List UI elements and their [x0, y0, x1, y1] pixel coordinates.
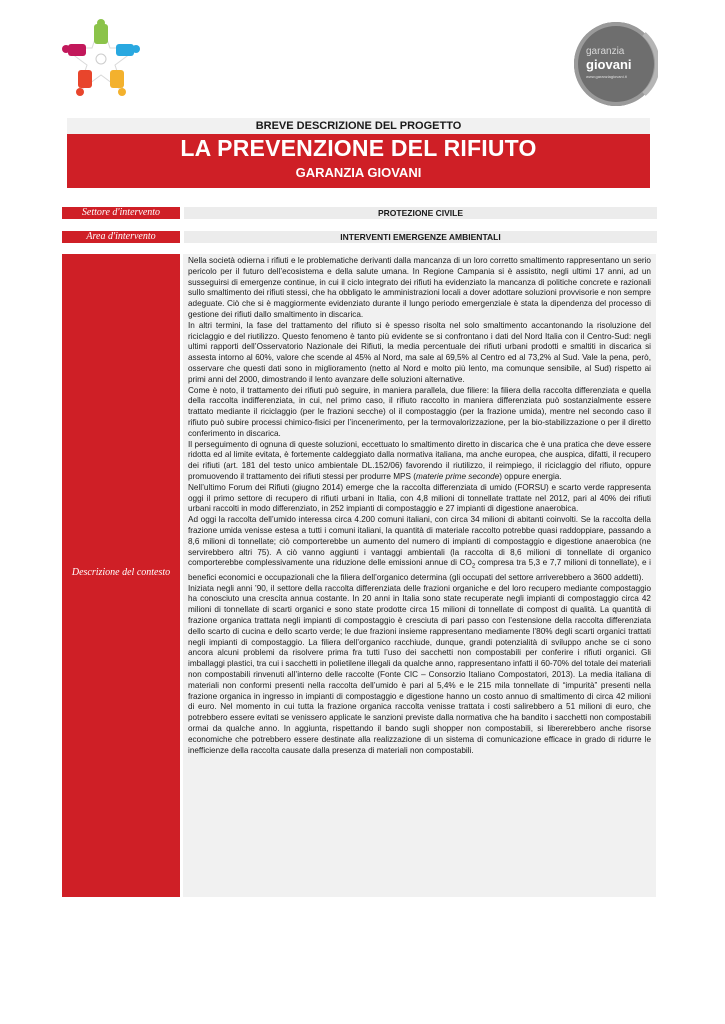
paragraph-2: In altri termini, la fase del trattamento del rifiuto si è spesso risolta nel solo smaltimento accantonando la risoluzione del riciclaggio e del riutilizzo. Questo fenomeno è tanto più evidente se si confrontano i dati del Nord Italia con il Centro-Sud: negli ultimi rapporti dell’Osservatorio Nazionale dei Rifiuti, la media percentuale dei rifiuti urbani prodotti e smaltiti in discarica si assesta intorno al 60%, valore che scende al 45% al Nord, ma sale al 69,5% al Centro ed al 73,2% al Sud. Vale la pena, però, osservare che questi dati sono in miglioramento (netto al Nord e molto più lento, ma comunque sensibile, al Sud) rispetto ai primi anni del 2000, dimostrando il lento avanzare delle soluzioni alternative. — [188, 320, 651, 384]
area-value: INTERVENTI EMERGENZE AMBIENTALI — [184, 231, 657, 243]
garanzia-giovani-star-logo — [60, 18, 142, 100]
sector-label: Settore d'intervento — [62, 207, 180, 219]
paragraph-5: Nell’ultimo Forum dei Rifiuti (giugno 2014) emerge che la raccolta differenziata di umido (FORSU) e scarto verde rappresenta oggi il primo settore di recupero di rifiuti urbani in Italia, con 4,8 milioni di tonnellate trattate nel 2012, pari al 40% dei rifiuti urbani raccolti in modo differenziato, in 252 impianti di compostaggio e 27 impianti di digestione anaerobica. — [188, 482, 651, 514]
paragraph-1: Nella società odierna i rifiuti e le problematiche derivanti dalla mancanza di un loro corretto smaltimento rappresentano un serio pericolo per il futuro dell’ecosistema e della salute umana. In Regione Campania si è assistito, negli ultimi 17 anni, ad un susseguirsi di emergenze continue, in cui il ciclo integrato dei rifiuti ha evidenziato la mancanza di politiche concrete e razionali sullo smaltimento dei rifiuti stessi, che ha obbligato le amministrazioni locali a dover adottare soluzioni provvisorie e non sempre adeguate. Ciò che si è maggiormente evidenziato durante il lungo periodo emergenziale è stata la dipendenza del processo di gestione dei rifiuti dallo smaltimento in discarica. — [188, 256, 651, 319]
sector-value: PROTEZIONE CIVILE — [184, 207, 657, 219]
logo-text-url: www.garanziagiovani.it — [586, 74, 627, 79]
paragraph-6 — [188, 515, 651, 583]
description-cell — [183, 254, 656, 897]
logo-text-giovani: giovani — [586, 57, 632, 72]
paragraph-6-part-a: Ad oggi la raccolta dell’umido interessa circa 4.200 comuni italiani, con circa 34 milioni di abitanti coinvolti. Se la raccolta della frazione umida venisse estesa a tutti i comuni italiani, la quantità di materiale raccolto potrebbe quasi raddoppiare, passando a 8,6 milioni di tonnellate; ciò comporterebbe un aumento del numero di impianti di compostaggio e digestione anaerobica (ne servirebbero altri 75). A ciò vanno aggiunti i vantaggi ambientali (la raccolta di 8,6 milioni di tonnellate di organico comporterebbe complessivamente una riduzione delle emissioni annue di CO — [188, 515, 651, 568]
paragraph-3: Come è noto, il trattamento dei rifiuti può seguire, in maniera parallela, due filiere: la filiera della raccolta differenziata e quella della raccolta indifferenziata, in cui, nel primo caso, il rifiuto raccolto in maniera differenziata può sostanzialmente essere trattato mediante il riciclaggio (per le frazioni secche) ol il compostaggio (per la frazione umida), mentre nel secondo caso il rifiuto può subire processi chimico-fisici per l’incenerimento, per la termovalorizzazione, per la bio-stabilizzazione o per il diretto conferimento in discarica. — [188, 385, 651, 438]
description-text — [188, 256, 651, 756]
garanzia-giovani-logo — [574, 22, 658, 106]
page-subtitle: GARANZIA GIOVANI — [295, 165, 422, 180]
paragraph-4 — [188, 440, 651, 483]
paragraph-4-part-a: Il perseguimento di ognuna di queste soluzioni, eccettuato lo smaltimento diretto in discarica che è una pratica che deve essere ridotta ed al limite evitata, è fortemente caldeggiato dalla normativa italiana, ma anche europea, che auspica, difatti, il recupero dei rifiuti (art. 181 del testo unico ambientale DL.152/06) favorendo il riutilizzo, il reimpiego, il riciclaggio del rifiuto, oppure promuovendo il trattamento dei rifiuti stessi per produrre MPS ( — [188, 439, 651, 481]
paragraph-4-part-c: ) oppure energia. — [499, 471, 562, 481]
title-banner — [67, 134, 650, 188]
document-kicker: BREVE DESCRIZIONE DEL PROGETTO — [67, 118, 650, 134]
description-label: Descrizione del contesto — [71, 567, 171, 578]
area-label: Area d'intervento — [62, 231, 180, 243]
paragraph-7: Iniziata negli anni ’90, il settore della raccolta differenziata delle frazioni organiche e del loro recupero mediante compostaggio ha conosciuto una crescita annua costante. In 20 anni in Italia sono state recuperate negli impianti di compostaggio circa 42 milioni di tonnellate di scarti organici e sono state prodotte circa 15 milioni di tonnellate di compost di qualità. La quantità di frazione organica trattata negli impianti di compostaggio è cresciuta di pari passo con l’estensione della raccolta differenziata dello scarto di cucina e dello scarto verde; le due frazioni insieme rappresentano mediamente l’80% degli scarti organici trattati negli impianti di compostaggio. La filiera dell’organico racchiude, dunque, grandi potenzialità di sviluppo anche se ci sono ancora alcuni problemi da risolvere prima fra tutti l’uso dei sacchetti non compostabili per conferire i rifiuti organici. Gli imballaggi plastici, tra cui i sacchetti in polietilene illegali da qualche anno, rappresentano infatti il 60-70% del totale dei materiali non compostabili rinvenuti all’interno delle raccolte (Fonte CIC – Consorzio Italiano Compostatori, 2013). La media italiana di materiali non conformi presenti nella raccolta dell’umido è pari al 5,4% e le 215 mila tonnellate di “impurità” presenti nella frazione organica in ingresso in impianti di compostaggio e digestione hanno un costo annuo di smaltimento di circa 42 milioni di euro. Nel momento in cui tutta la frazione organica raccolta venisse trattata i costi salirebbero a 51 milioni di euro, che potrebbero essere evitati se venissero applicate le sanzioni previste dalla normativa che ha bandito i sacchetti non compostabili ormai da qualche anno. In aggiunta, rispettando il bando sugli shopper non compostabili, si libererebbero anche risorse economiche che potrebbero essere destinate alla realizzazione di un sistema di comunicazione efficace in grado di ridurre le inefficienze della raccolta causate dalla presenza di materiali non compostabili. — [188, 583, 651, 755]
paragraph-6-part-b: compresa tra 5,3 e 7,7 milioni di tonnellate), e i benefici economici e occupazionali che la filiera dell’organico determina (gli occupati del settore arriverebbero a 3600 addetti). — [188, 558, 651, 582]
paragraph-6-subscript: 2 — [471, 563, 476, 570]
description-label-cell — [62, 254, 180, 897]
logo-text-garanzia: garanzia — [586, 46, 625, 57]
page-title: LA PREVENZIONE DEL RIFIUTO — [180, 135, 537, 161]
paragraph-4-italic: materie prime seconde — [415, 471, 500, 481]
